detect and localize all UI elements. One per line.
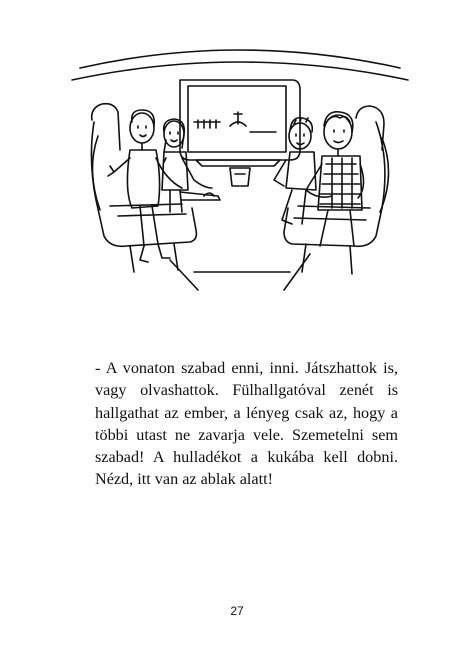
train-illustration: [70, 40, 410, 298]
page-number: 27: [230, 604, 244, 618]
family-on-train-drawing: [70, 40, 410, 298]
story-paragraph: - A vonaton szabad enni, inni. Játszhattok is, vagy olvashattok. Fülhallgatóval zenét is hallgathat az ember, a lényeg csak az, hogy a többi utast ne zavarja vele. Szemetelni sem szabad! A hulladékot a kukába kell dobni. Nézd, itt van az ablak alatt!: [95, 359, 398, 489]
